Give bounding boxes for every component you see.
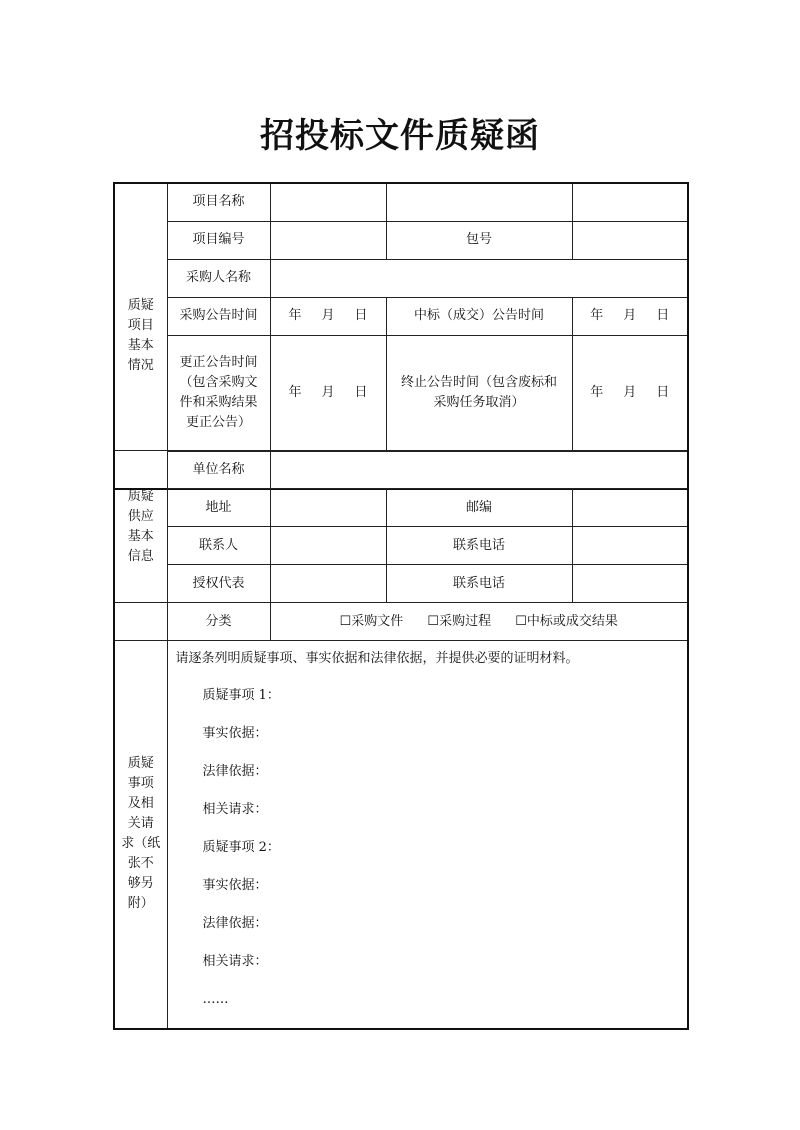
- detail-line: 相关请求：: [202, 802, 268, 817]
- input-contact[interactable]: [270, 527, 386, 565]
- detail-line: 法律依据：: [202, 916, 268, 931]
- input-project-no[interactable]: [270, 221, 386, 259]
- complaint-details-area[interactable]: [167, 641, 688, 1029]
- input-authorized-rep[interactable]: [270, 565, 386, 603]
- label-project-name: 项目名称: [167, 183, 270, 221]
- input-package-no[interactable]: [572, 221, 688, 259]
- detail-line: 质疑事项 1：: [202, 688, 280, 703]
- category-options: [270, 603, 688, 641]
- details-instruction: 请逐条列明质疑事项、事实依据和法律依据，并提供必要的证明材料。: [175, 651, 579, 666]
- input-notice-date[interactable]: 年 月 日: [270, 297, 386, 335]
- supplier-info-table: [113, 450, 689, 1030]
- input-purchaser[interactable]: [270, 259, 688, 297]
- input-correction-date[interactable]: 年 月 日: [270, 335, 386, 451]
- label-address: 地址: [167, 489, 270, 527]
- label-purchaser: 采购人名称: [167, 259, 270, 297]
- detail-line: 质疑事项 2：: [202, 840, 280, 855]
- page-title: 招投标文件质疑函: [260, 116, 540, 156]
- detail-line: 相关请求：: [202, 954, 268, 969]
- label-correction-time: 更正公告时间 （包含采购文 件和采购结果 更正公告）: [167, 335, 270, 451]
- section-project-info: 质疑 项目 基本 情况: [114, 183, 167, 489]
- input-address[interactable]: [270, 489, 386, 527]
- label-postcode: 邮编: [386, 489, 572, 527]
- detail-line: 法律依据：: [202, 764, 268, 779]
- checkbox-award-result[interactable]: ☐中标或成交结果: [515, 613, 618, 629]
- label-award-notice-time: 中标（成交）公告时间: [386, 297, 572, 335]
- detail-line: 事实依据：: [202, 878, 268, 893]
- label-termination-time: 终止公告时间（包含废标和 采购任务取消）: [386, 335, 572, 451]
- label-phone2: 联系电话: [386, 565, 572, 603]
- input-termination-date[interactable]: 年 月 日: [572, 335, 688, 451]
- label-category: 分类: [167, 603, 270, 641]
- input-project-name-b[interactable]: [386, 183, 572, 221]
- label-package-no: 包号: [386, 221, 572, 259]
- detail-line: 事实依据：: [202, 726, 268, 741]
- label-notice-time: 采购公告时间: [167, 297, 270, 335]
- label-unit-name: 单位名称: [167, 451, 270, 489]
- checkbox-purchase-process[interactable]: ☐采购过程: [427, 613, 492, 629]
- section-supplier-info: 质疑 供应 基本 信息: [114, 451, 167, 603]
- checkbox-purchase-documents[interactable]: ☐采购文件: [339, 613, 404, 629]
- input-unit-name[interactable]: [270, 451, 688, 489]
- input-postcode[interactable]: [572, 489, 688, 527]
- input-phone2[interactable]: [572, 565, 688, 603]
- section-complaint-matters: 质疑 事项 及相 关请 求（纸 张不 够另 附）: [114, 641, 167, 1029]
- input-phone[interactable]: [572, 527, 688, 565]
- complaint-form-table: [113, 182, 689, 490]
- label-contact: 联系人: [167, 527, 270, 565]
- input-project-name-c[interactable]: [572, 183, 688, 221]
- input-award-notice-date[interactable]: 年 月 日: [572, 297, 688, 335]
- input-project-name-a[interactable]: [270, 183, 386, 221]
- detail-line: ……: [202, 992, 229, 1007]
- label-phone: 联系电话: [386, 527, 572, 565]
- label-authorized-rep: 授权代表: [167, 565, 270, 603]
- label-project-no: 项目编号: [167, 221, 270, 259]
- category-side-cell: [114, 603, 167, 641]
